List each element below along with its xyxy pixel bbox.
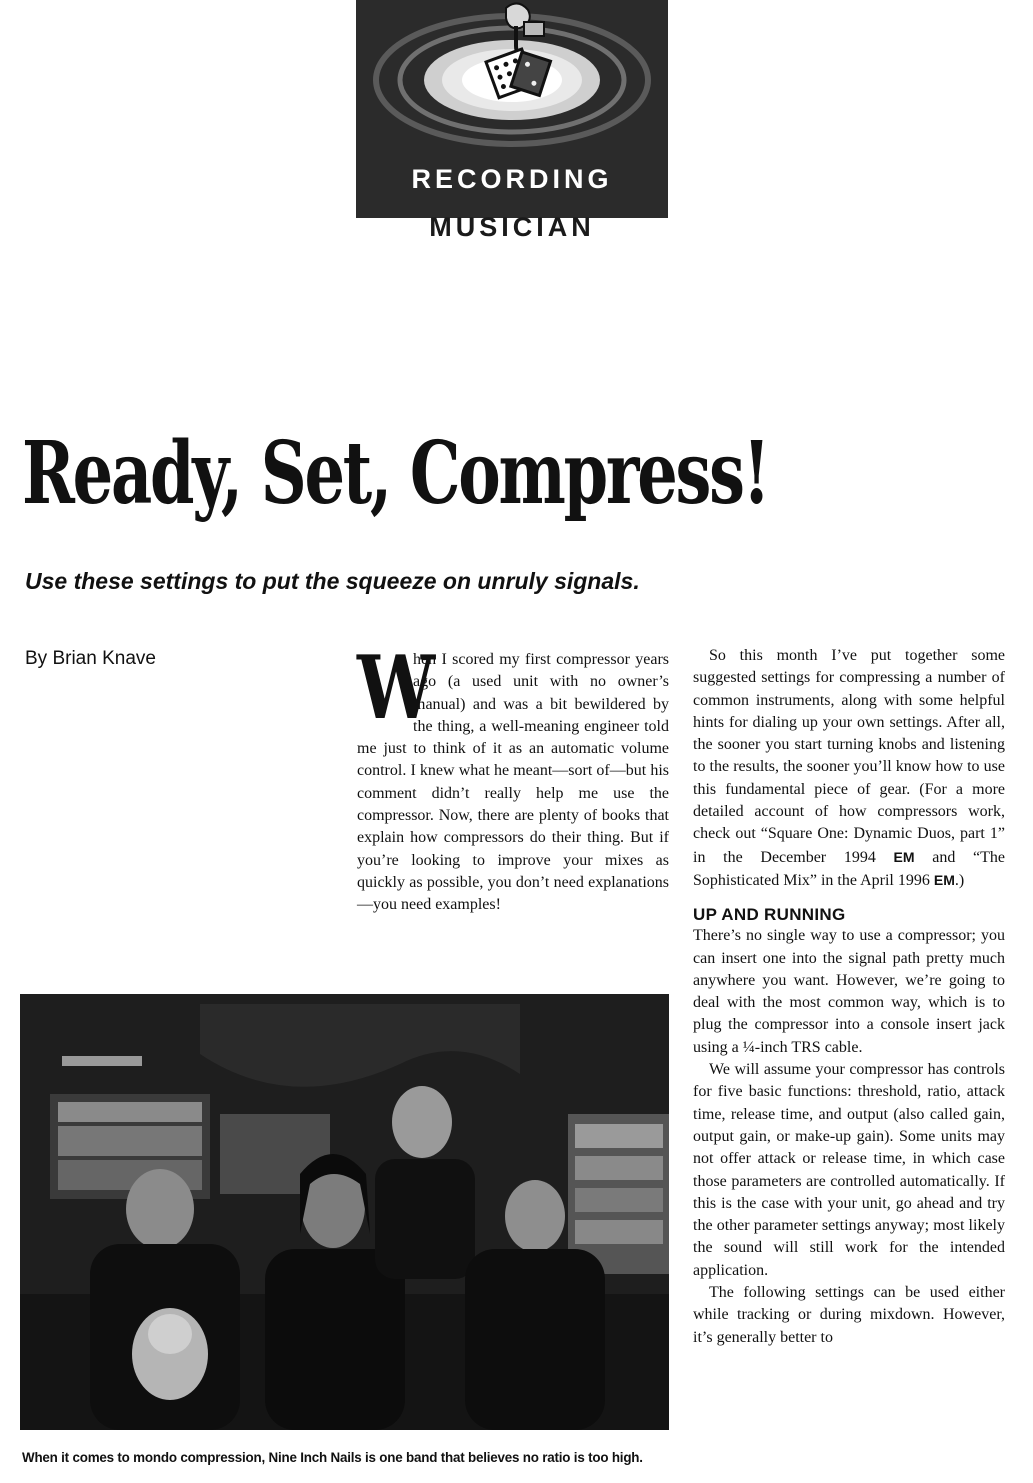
magazine-abbrev: EM — [933, 871, 955, 888]
article-title: Ready, Set, Compress! — [22, 423, 769, 524]
paragraph-settings: The following settings can be used either while tracking or during mixdown. However, it’s generally better to — [693, 1284, 1005, 1346]
paragraph-controls: We will assume your compressor has controls for five basic functions: threshold, ratio, attack time, release time, and output (also called gain, output gain, or make-up gain). Some units may not offer attack or release time, in which case those parameters are controlled automatically. If this is the case with your unit, go ahead and try the other parameter settings anyway; most likely the sound will still work for the intended application. — [693, 1061, 1005, 1279]
logo-word-musician: MUSICIAN — [429, 212, 595, 242]
band-photo — [20, 994, 669, 1430]
magazine-abbrev: EM — [893, 848, 915, 865]
article-column-right — [693, 645, 1005, 1349]
section-heading: UP AND RUNNING — [693, 905, 846, 925]
article-column-middle — [357, 636, 669, 917]
article-subtitle: Use these settings to put the squeeze on unruly signals. — [25, 568, 640, 594]
paragraph-overview — [693, 645, 1005, 892]
drop-cap: W — [357, 636, 436, 739]
paragraph-text: .) — [954, 871, 965, 889]
paragraph-text: and “The Sophisticated Mix” in the April 1996 — [693, 848, 1006, 889]
photo-caption: When it comes to mondo compression, Nine Inch Nails is one band that believes no ratio is too high. — [22, 1450, 643, 1465]
logo-word-recording: RECORDING — [411, 164, 613, 194]
intro-paragraph: hen I scored my first compressor years ago (a used unit with no owner’s manual) and was a bit bewildered by the thing, a well-meaning engineer told me just to think of it as an automatic volume control. I knew what he meant—sort of—but his comment didn’t really help me use the compressor. Now, there are plenty of books that explain how compressors do their thing. But if you’re looking to improve your mixes as quickly as possible, you don’t need explanations—you need examples! — [357, 651, 669, 914]
paragraph-text: So this month I’ve put together some suggested settings for compressing a number of common instruments, along with some helpful hints for dialing up your own settings. After all, the sooner you start turning knobs and listening to the results, the sooner you’ll know how to use this fundamental piece of gear. (For a more detailed account of how compressors work, check out “Square One: Dynamic Duos, part 1” in the December 1994 — [693, 647, 1005, 866]
article-byline: By Brian Knave — [25, 648, 156, 669]
masthead-logo — [356, 0, 668, 218]
paragraph-signal-path: There’s no single way to use a compressor; you can insert one into the signal path pretty much anywhere you want. However, we’re going to deal with the most common way, which is to plug the compressor into a console insert jack using a ¼-inch TRS cable. — [693, 927, 1005, 1056]
